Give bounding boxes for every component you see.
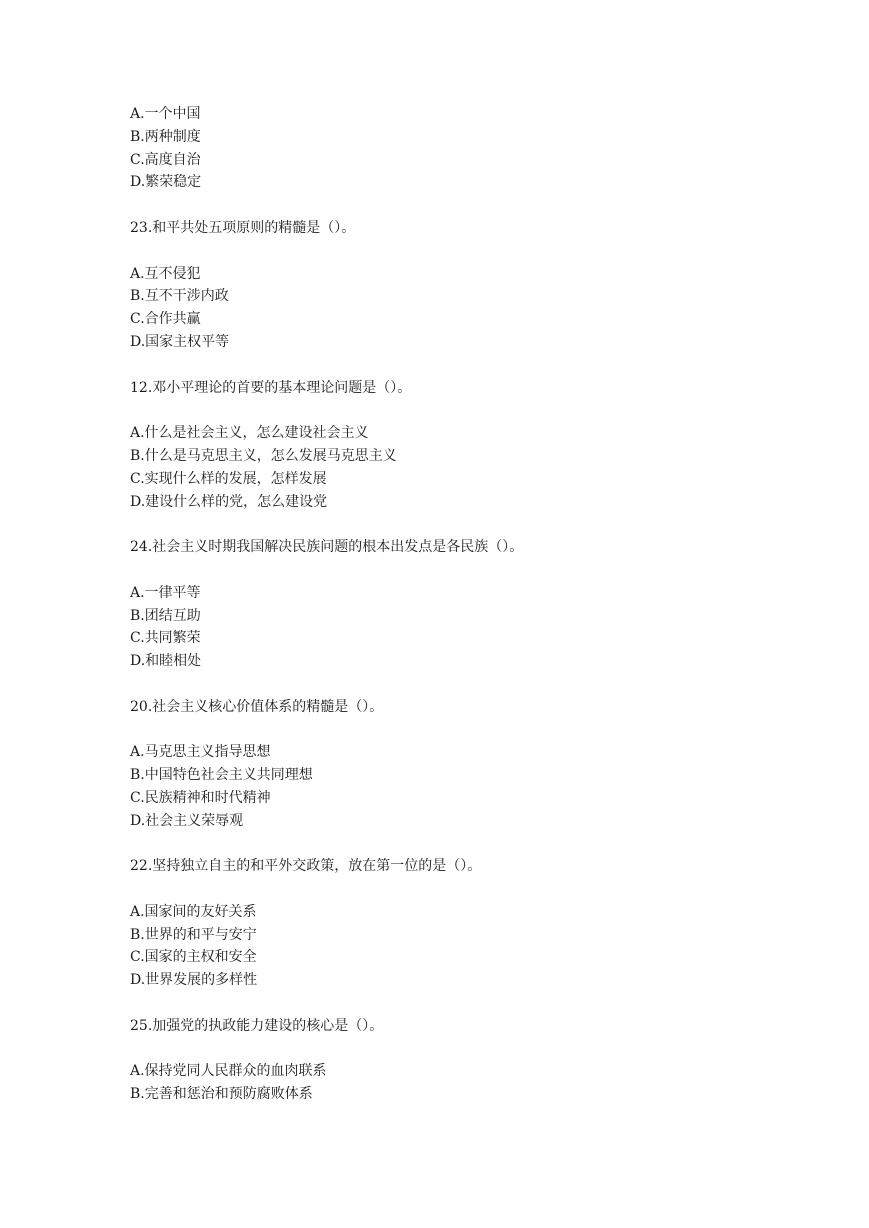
question-block bbox=[130, 217, 830, 354]
option-d: D.国家主权平等 bbox=[130, 333, 230, 350]
option-a: A.什么是社会主义，怎么建设社会主义 bbox=[130, 425, 369, 442]
option-b: B.完善和惩治和预防腐败体系 bbox=[130, 1086, 313, 1103]
question-text: 23.和平共处五项原则的精髓是（）。 bbox=[130, 219, 356, 236]
option-c: C.高度自治 bbox=[130, 151, 201, 168]
question-block bbox=[130, 103, 830, 194]
option-b: B.团结互助 bbox=[130, 607, 201, 624]
option-a: A.保持党同人民群众的血肉联系 bbox=[130, 1063, 327, 1080]
question-block bbox=[130, 377, 830, 514]
option-a: A.一律平等 bbox=[130, 584, 201, 601]
question-text: 12.邓小平理论的首要的基本理论问题是（）。 bbox=[130, 379, 412, 396]
option-a: A.互不侵犯 bbox=[130, 265, 201, 282]
option-a: A.马克思主义指导思想 bbox=[130, 744, 271, 761]
option-b: B.互不干涉内政 bbox=[130, 288, 229, 305]
option-d: D.繁荣稳定 bbox=[130, 174, 202, 191]
option-b: B.两种制度 bbox=[130, 128, 201, 145]
document-page bbox=[130, 103, 830, 1106]
option-d: D.和睦相处 bbox=[130, 653, 202, 670]
option-b: B.中国特色社会主义共同理想 bbox=[130, 767, 313, 784]
option-a: A.一个中国 bbox=[130, 106, 201, 122]
option-b: B.世界的和平与安宁 bbox=[130, 926, 257, 943]
option-c: C.民族精神和时代精神 bbox=[130, 789, 271, 806]
option-d: D.世界发展的多样性 bbox=[130, 972, 258, 989]
question-block bbox=[130, 855, 830, 992]
option-b: B.什么是马克思主义，怎么发展马克思主义 bbox=[130, 447, 397, 464]
option-d: D.建设什么样的党，怎么建设党 bbox=[130, 493, 328, 510]
question-block bbox=[130, 536, 830, 673]
question-block bbox=[130, 1015, 830, 1106]
option-c: C.合作共赢 bbox=[130, 311, 201, 328]
option-a: A.国家间的友好关系 bbox=[130, 903, 257, 920]
option-c: C.国家的主权和安全 bbox=[130, 949, 257, 966]
option-c: C.实现什么样的发展，怎样发展 bbox=[130, 470, 327, 487]
question-text: 25.加强党的执政能力建设的核心是（）。 bbox=[130, 1017, 384, 1034]
option-d: D.社会主义荣辱观 bbox=[130, 812, 244, 829]
option-c: C.共同繁荣 bbox=[130, 630, 201, 647]
question-text: 24.社会主义时期我国解决民族问题的根本出发点是各民族（）。 bbox=[130, 539, 524, 556]
question-text: 22.坚持独立自主的和平外交政策，放在第一位的是（）。 bbox=[130, 858, 482, 875]
question-block bbox=[130, 696, 830, 833]
question-text: 20.社会主义核心价值体系的精髓是（）。 bbox=[130, 698, 384, 715]
